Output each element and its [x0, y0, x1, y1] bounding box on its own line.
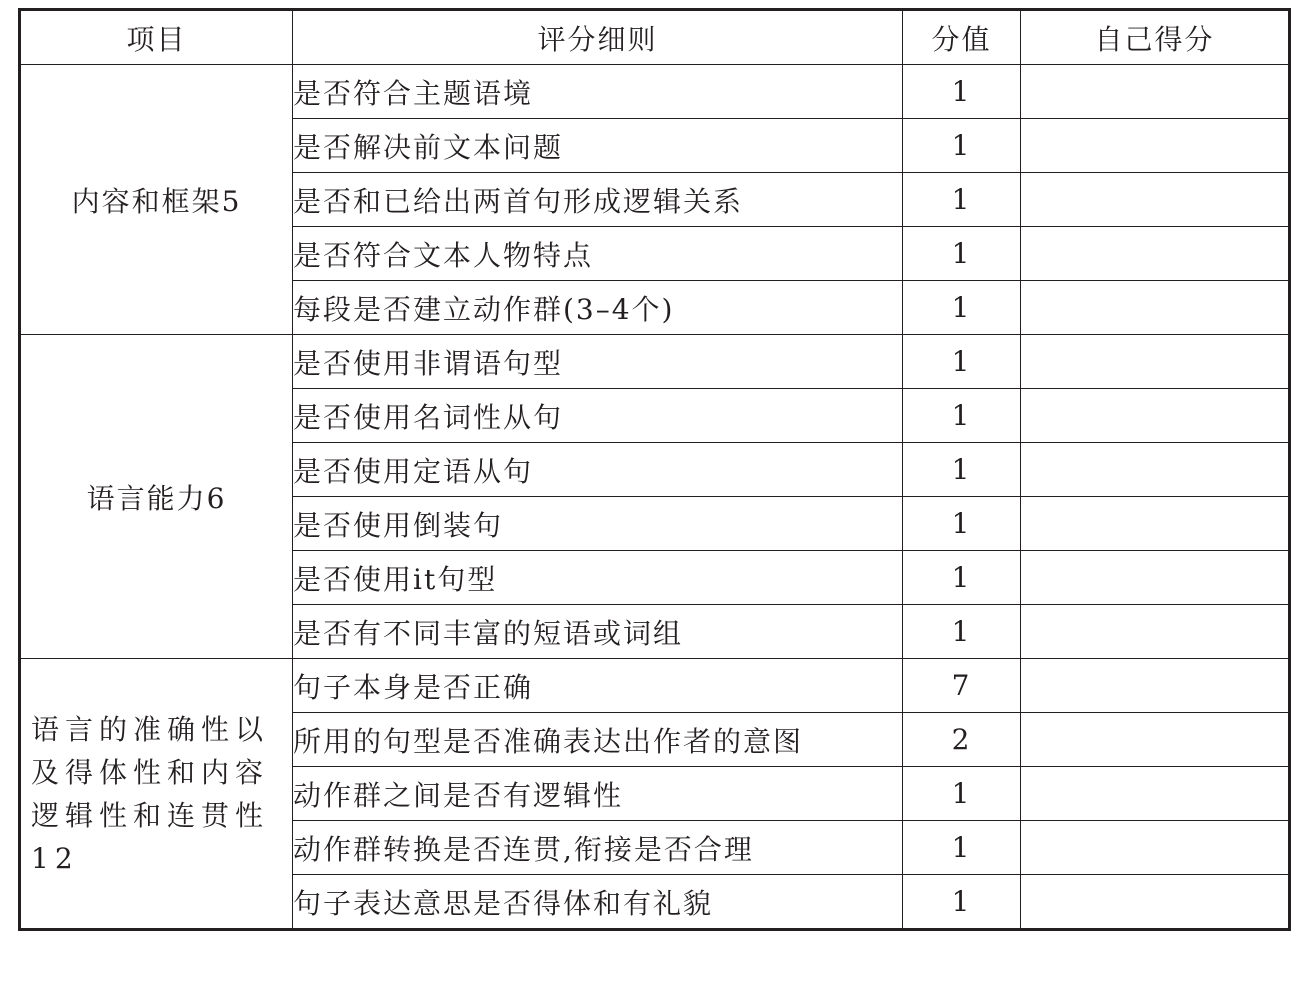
criterion-cell: 句子本身是否正确	[293, 659, 903, 713]
scoring-rubric-table	[18, 8, 1291, 931]
self-score-cell[interactable]	[1021, 497, 1290, 551]
criterion-cell: 动作群转换是否连贯,衔接是否合理	[293, 821, 903, 875]
self-score-cell[interactable]	[1021, 767, 1290, 821]
table-row	[20, 65, 1290, 119]
points-cell: 7	[903, 659, 1021, 713]
self-score-cell[interactable]	[1021, 335, 1290, 389]
criterion-cell: 是否有不同丰富的短语或词组	[293, 605, 903, 659]
header-self-score: 自己得分	[1021, 10, 1290, 65]
self-score-cell[interactable]	[1021, 65, 1290, 119]
criterion-cell: 所用的句型是否准确表达出作者的意图	[293, 713, 903, 767]
points-cell: 1	[903, 335, 1021, 389]
self-score-cell[interactable]	[1021, 659, 1290, 713]
points-cell: 1	[903, 443, 1021, 497]
header-item: 项目	[20, 10, 293, 65]
self-score-cell[interactable]	[1021, 227, 1290, 281]
self-score-cell[interactable]	[1021, 821, 1290, 875]
self-score-cell[interactable]	[1021, 443, 1290, 497]
header-points: 分值	[903, 10, 1021, 65]
category-content-framework: 内容和框架5	[20, 65, 293, 335]
points-cell: 1	[903, 875, 1021, 930]
criterion-cell: 是否解决前文本问题	[293, 119, 903, 173]
points-cell: 1	[903, 119, 1021, 173]
criterion-cell: 是否使用非谓语句型	[293, 335, 903, 389]
header-row	[20, 10, 1290, 65]
self-score-cell[interactable]	[1021, 173, 1290, 227]
category-language-ability: 语言能力6	[20, 335, 293, 659]
header-rule: 评分细则	[293, 10, 903, 65]
points-cell: 1	[903, 605, 1021, 659]
points-cell: 1	[903, 389, 1021, 443]
self-score-cell[interactable]	[1021, 605, 1290, 659]
points-cell: 1	[903, 227, 1021, 281]
self-score-cell[interactable]	[1021, 551, 1290, 605]
self-score-cell[interactable]	[1021, 875, 1290, 930]
criterion-cell: 是否使用名词性从句	[293, 389, 903, 443]
self-score-cell[interactable]	[1021, 389, 1290, 443]
table-row	[20, 335, 1290, 389]
self-score-cell[interactable]	[1021, 119, 1290, 173]
points-cell: 1	[903, 65, 1021, 119]
criterion-cell: 是否符合文本人物特点	[293, 227, 903, 281]
points-cell: 1	[903, 821, 1021, 875]
criterion-cell: 动作群之间是否有逻辑性	[293, 767, 903, 821]
category-accuracy-coherence: 语言的准确性以及得体性和内容逻辑性和连贯性12	[20, 659, 293, 930]
criterion-cell: 是否使用倒装句	[293, 497, 903, 551]
criterion-cell: 是否使用定语从句	[293, 443, 903, 497]
criterion-cell: 句子表达意思是否得体和有礼貌	[293, 875, 903, 930]
points-cell: 1	[903, 497, 1021, 551]
table-row	[20, 659, 1290, 713]
points-cell: 1	[903, 551, 1021, 605]
points-cell: 1	[903, 173, 1021, 227]
points-cell: 2	[903, 713, 1021, 767]
criterion-cell: 是否使用it句型	[293, 551, 903, 605]
points-cell: 1	[903, 281, 1021, 335]
self-score-cell[interactable]	[1021, 281, 1290, 335]
criterion-cell: 是否符合主题语境	[293, 65, 903, 119]
criterion-cell: 是否和已给出两首句形成逻辑关系	[293, 173, 903, 227]
points-cell: 1	[903, 767, 1021, 821]
criterion-cell: 每段是否建立动作群(3–4个)	[293, 281, 903, 335]
self-score-cell[interactable]	[1021, 713, 1290, 767]
